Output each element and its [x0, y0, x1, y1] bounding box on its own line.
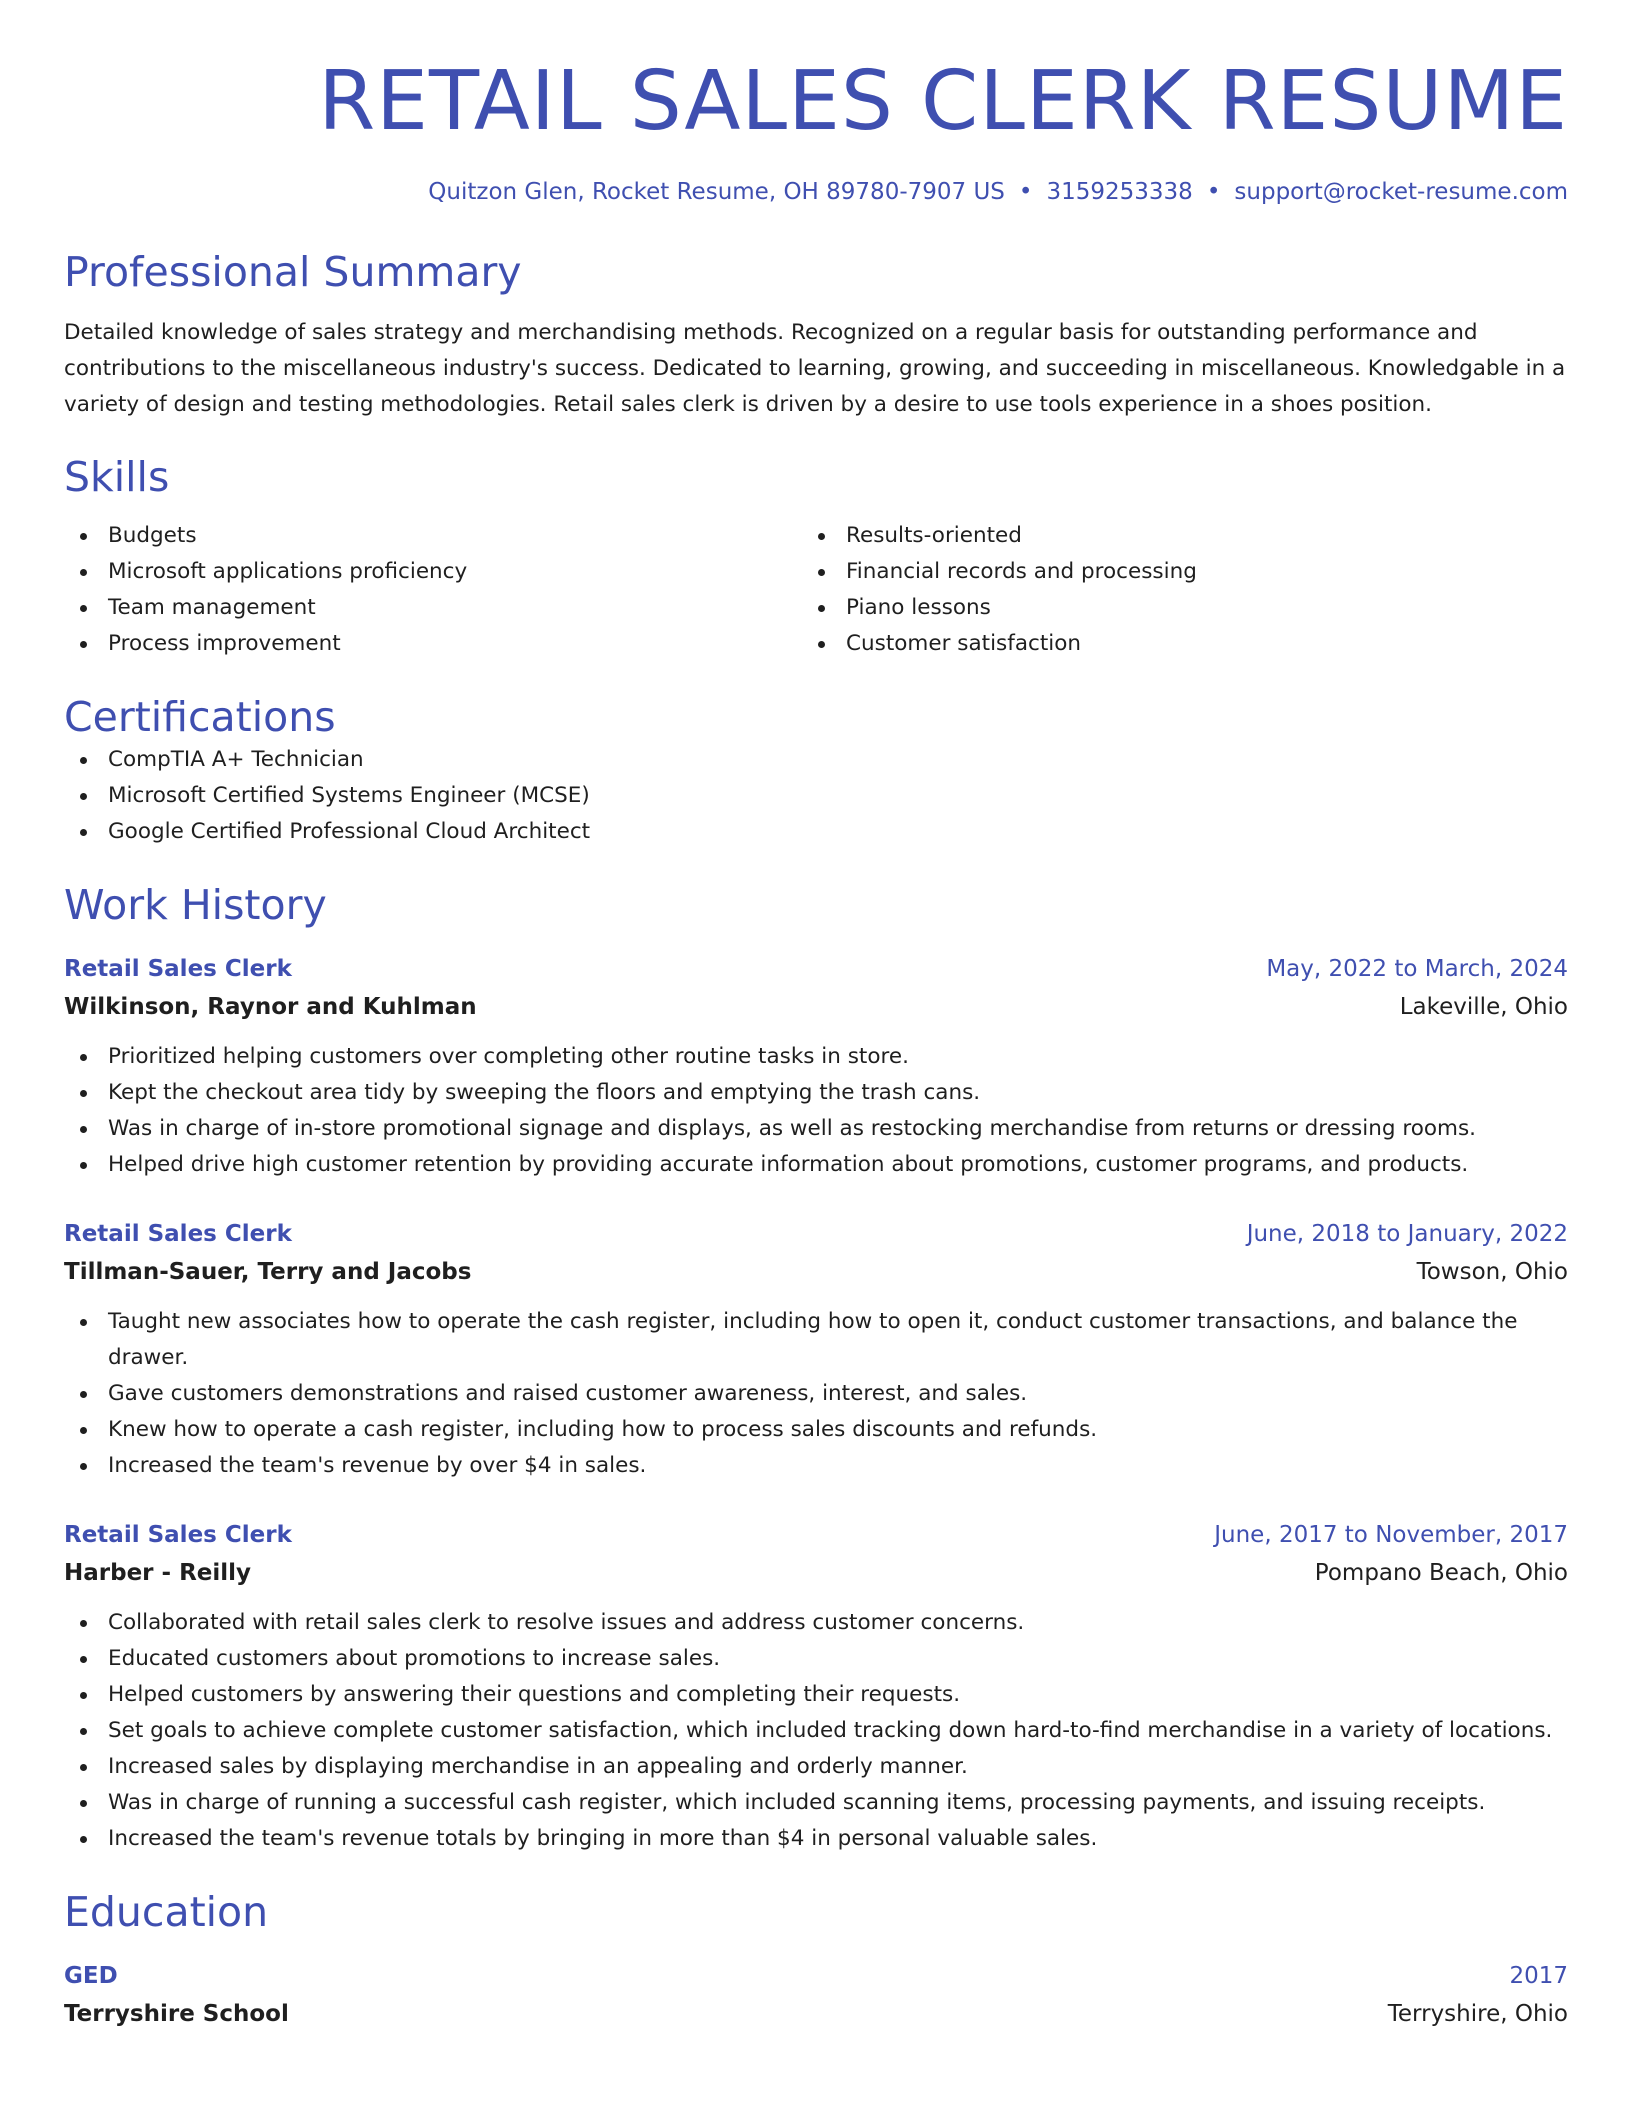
summary-text: Detailed knowledge of sales strategy and merchandising methods. Recognized on a regular basis for outstanding performance and contributions to the miscellaneous industry's success. Dedicated to learning, growing, and succeeding in miscellaneous. Knowledgable in a variety of design and testing methodologies. Retail sales clerk is driven by a desire to use tools experience in a shoes position.: [64, 320, 1566, 417]
skill-item: Team management: [64, 590, 802, 626]
section-heading-certifications: Certifications: [64, 693, 336, 741]
job-bullet: Helped drive high customer retention by providing accurate information about promotions, customer programs, and products.: [64, 1147, 1568, 1183]
section-heading-summary: Professional Summary: [64, 248, 522, 296]
job-role: Retail Sales Clerk: [64, 1221, 292, 1247]
skill-item: Financial records and processing: [802, 554, 1540, 590]
contact-address: Quitzon Glen, Rocket Resume, OH 89780-7907 US: [428, 179, 1005, 205]
job-bullet: Was in charge of in-store promotional signage and displays, as well as restocking merchandise from returns or dressing rooms.: [64, 1111, 1568, 1147]
job-bullet: Increased the team's revenue totals by bringing in more than $4 in personal valuable sales.: [64, 1821, 1568, 1857]
job-role: Retail Sales Clerk: [64, 1522, 292, 1548]
job-header-row: [64, 951, 1568, 987]
education-header-row: [64, 1958, 1568, 1994]
job-bullet: Was in charge of running a successful cash register, which included scanning items, processing payments, and issuing receipts.: [64, 1785, 1568, 1821]
job-bullet: Knew how to operate a cash register, including how to process sales discounts and refunds.: [64, 1412, 1568, 1448]
job-dates: June, 2018 to January, 2022: [1246, 1221, 1568, 1247]
skills-columns: [64, 518, 1568, 662]
job-bullet: Kept the checkout area tidy by sweeping the floors and emptying the trash cans.: [64, 1075, 1568, 1111]
certifications-list: [64, 742, 1568, 850]
contact-line: [64, 176, 1568, 208]
certification-item: Google Certified Professional Cloud Architect: [64, 814, 1568, 850]
job-bullet: Gave customers demonstrations and raised customer awareness, interest, and sales.: [64, 1376, 1568, 1412]
contact-separator: •: [1206, 179, 1221, 205]
job-bullet: Helped customers by answering their questions and completing their requests.: [64, 1677, 1568, 1713]
skill-item: Process improvement: [64, 626, 802, 662]
skills-list-left: [64, 518, 802, 662]
job-location: Pompano Beach, Ohio: [1314, 1560, 1568, 1586]
job-location: Towson, Ohio: [1416, 1259, 1568, 1285]
skill-item: Microsoft applications proficiency: [64, 554, 802, 590]
job-company-row: [64, 1553, 1568, 1593]
job-company-row: [64, 987, 1568, 1027]
skills-list-right: [802, 518, 1540, 662]
job-bullet: Educated customers about promotions to increase sales.: [64, 1641, 1568, 1677]
job-company: Wilkinson, Raynor and Kuhlman: [64, 994, 477, 1020]
section-heading-work-history: Work History: [64, 881, 327, 929]
job-entry: [64, 1517, 1568, 1857]
job-company: Harber - Reilly: [64, 1560, 252, 1586]
job-entry: [64, 951, 1568, 1183]
job-bullets: [64, 1304, 1568, 1484]
certification-item: Microsoft Certified Systems Engineer (MCSE): [64, 778, 1568, 814]
job-bullets: [64, 1605, 1568, 1857]
education-location: Terryshire, Ohio: [1387, 2001, 1568, 2027]
job-bullet: Increased sales by displaying merchandise in an appealing and orderly manner.: [64, 1749, 1568, 1785]
job-role: Retail Sales Clerk: [64, 956, 292, 982]
job-header-row: [64, 1216, 1568, 1252]
job-location: Lakeville, Ohio: [1399, 994, 1568, 1020]
contact-email[interactable]: support@rocket-resume.com: [1234, 179, 1568, 205]
skill-item: Customer satisfaction: [802, 626, 1540, 662]
resume-title: RETAIL SALES CLERK RESUME: [318, 54, 1568, 149]
certification-item: CompTIA A+ Technician: [64, 742, 1568, 778]
skill-item: Results-oriented: [802, 518, 1540, 554]
job-entry: [64, 1216, 1568, 1484]
section-heading-education: Education: [64, 1888, 269, 1936]
education-school: Terryshire School: [64, 2001, 289, 2027]
education-degree: GED: [64, 1963, 118, 1989]
job-company-row: [64, 1252, 1568, 1292]
job-company: Tillman-Sauer, Terry and Jacobs: [64, 1259, 472, 1285]
education-entry: [64, 1958, 1568, 2034]
job-bullets: [64, 1039, 1568, 1183]
job-dates: May, 2022 to March, 2024: [1266, 956, 1568, 982]
education-school-row: [64, 1994, 1568, 2034]
job-bullet: Collaborated with retail sales clerk to resolve issues and address customer concerns.: [64, 1605, 1568, 1641]
job-bullet: Increased the team's revenue by over $4 in sales.: [64, 1448, 1568, 1484]
section-heading-skills: Skills: [64, 453, 170, 501]
contact-separator: •: [1018, 179, 1033, 205]
job-bullet: Taught new associates how to operate the cash register, including how to open it, conduct customer transactions, and balance the drawer.: [64, 1304, 1568, 1376]
job-dates: June, 2017 to November, 2017: [1214, 1522, 1568, 1548]
skill-item: Piano lessons: [802, 590, 1540, 626]
skill-item: Budgets: [64, 518, 802, 554]
job-bullet: Prioritized helping customers over completing other routine tasks in store.: [64, 1039, 1568, 1075]
job-bullet: Set goals to achieve complete customer satisfaction, which included tracking down hard-to-find merchandise in a variety of locations.: [64, 1713, 1568, 1749]
job-header-row: [64, 1517, 1568, 1553]
contact-phone: 3159253338: [1046, 179, 1193, 205]
education-year: 2017: [1509, 1963, 1568, 1989]
